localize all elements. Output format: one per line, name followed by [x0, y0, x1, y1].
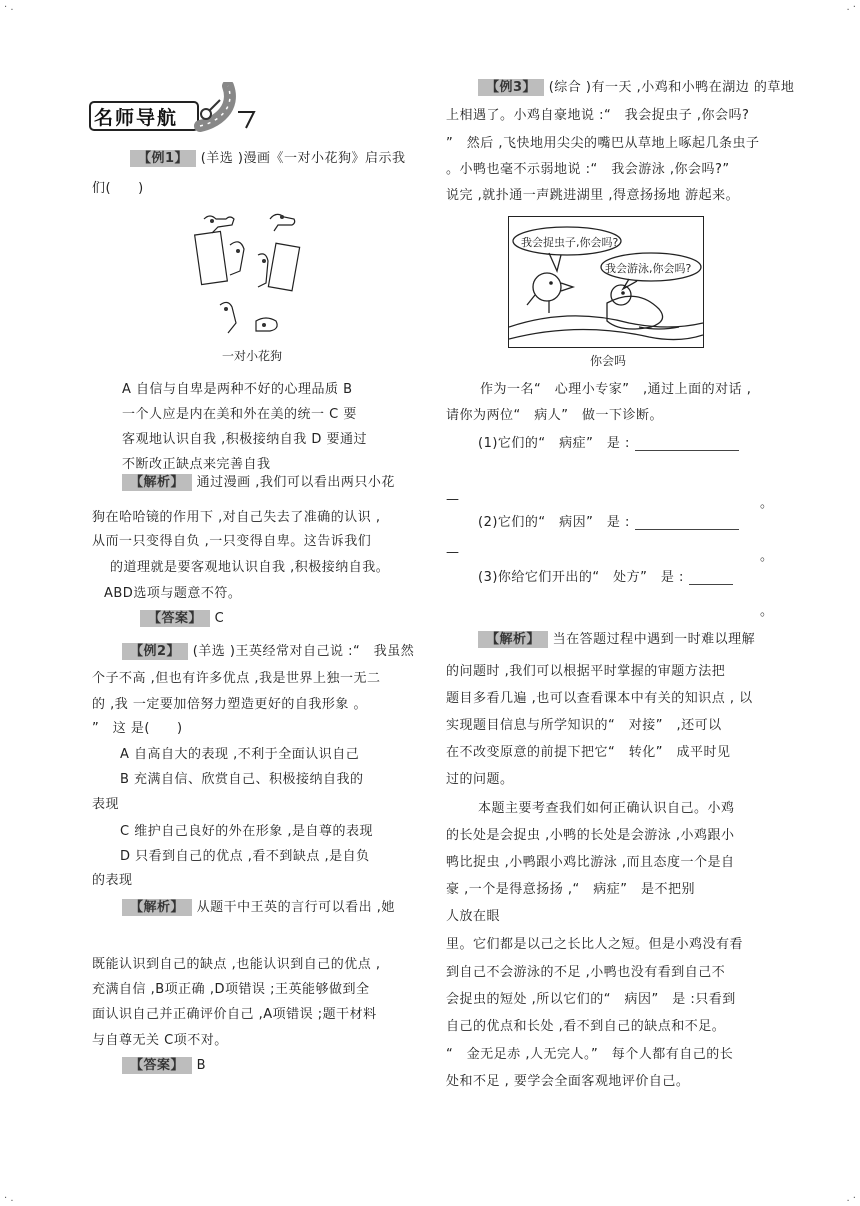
ex1-analysis-tag: 【解析】 — [122, 474, 192, 491]
ex3-b1: 本题主要考查我们如何正确认识自己。小鸡 — [478, 801, 735, 816]
corner-mark-tl: · . — [4, 2, 14, 13]
ex3-ana3: 题目多看几遍 ,也可以查看课本中有关的知识点 , 以 — [446, 691, 753, 706]
ex3-sub2-blank[interactable] — [635, 515, 739, 530]
ex2-option-d2: 的表现 — [92, 873, 133, 888]
ex2-option-a: A 自高自大的表现 ,不利于全面认识自己 — [120, 747, 360, 762]
ex2-ana5: 与自尊无关 C项不对。 — [92, 1033, 228, 1048]
ex3-b9: 自己的优点和长处 ,看不到自己的缺点和不足。 — [446, 1019, 726, 1034]
ex2-option-b2: 表现 — [92, 797, 120, 812]
ex3-tag: 【例3】 — [478, 79, 544, 96]
ex3-q1: (综合 )有一天 ,小鸡和小鸭在湖边 的草地 — [548, 80, 795, 95]
ex1-ana1: 通过漫画 ,我们可以看出两只小花 — [196, 475, 395, 490]
ex3-b10: “ 金无足赤 ,人无完人。” 每个人都有自己的长 — [446, 1047, 734, 1062]
chick-speech-bubble: 我会捉虫子,你会吗? — [521, 236, 619, 249]
ex3-b8: 会捉虫的短处 ,所以它们的“ 病因” 是 :只看到 — [446, 992, 736, 1007]
ex2-ana2: 既能认识到自己的缺点 ,也能认识到自己的优点 , — [92, 957, 381, 972]
ex3-ana4: 实现题目信息与所学知识的“ 对接” ,还可以 — [446, 718, 722, 733]
ex3-q4: 。小鸭也毫不示弱地说 :“ 我会游泳 ,你会吗?” — [446, 162, 730, 177]
ex3-ana5: 在不改变原意的前提下把它“ 转化” 成平时见 — [446, 745, 731, 760]
ex2-ana1: 从题干中王英的言行可以看出 ,她 — [196, 900, 395, 915]
ex2-analysis — [122, 896, 395, 915]
ex2-option-b1: B 充满自信、欣赏自己、积极接纳自我的 — [120, 772, 364, 787]
ex2-analysis-tag: 【解析】 — [122, 899, 192, 916]
ex1-tag: 【例1】 — [130, 150, 196, 167]
ex2-question — [122, 640, 414, 659]
ex3-caption: 你会吗 — [590, 354, 627, 368]
ex2-q2: 个子不高 ,但也有许多优点 ,我是世界上独一无二 — [92, 671, 381, 686]
ex1-answer — [140, 607, 224, 626]
ex1-answer-value: C — [214, 611, 225, 626]
duck-speech-bubble: 我会游泳,你会吗? — [605, 262, 692, 275]
ex3-q3: ” 然后 ,飞快地用尖尖的嘴巴从草地上啄起几条虫子 — [446, 136, 760, 151]
chick-duck-comic — [508, 216, 704, 348]
ex3-sub1-dash: — — [446, 492, 460, 507]
ex3-b5: 人放在眼 — [446, 909, 501, 924]
ex3-b3: 鸭比捉虫 ,小鸭跟小鸡比游泳 ,而且态度一个是自 — [446, 855, 735, 870]
ex3-analysis-tag: 【解析】 — [478, 631, 548, 648]
ex3-ana1: 当在答题过程中遇到一时难以理解 — [552, 632, 756, 647]
ex3-sub3-period: 。 — [760, 604, 774, 619]
ex2-ana3: 充满自信 ,B项正确 ,D项错误 ;王英能够做到全 — [92, 982, 370, 997]
ex3-sub2-dash: — — [446, 545, 460, 560]
ex3-sub1-label: (1)它们的“ 病症” 是 : — [478, 436, 630, 451]
ex2-ana4: 面认识自己并正确评价自己 ,A项错误 ;题干材料 — [92, 1007, 377, 1022]
ex1-question — [130, 147, 405, 166]
ex3-sub2-period: 。 — [760, 549, 774, 564]
corner-mark-br: . · — [846, 1193, 856, 1204]
ex1-ana2: 狗在哈哈镜的作用下 ,对自己失去了准确的认识 , — [92, 510, 381, 525]
ex1-q1: (羊选 )漫画《一对小花狗》启示我 — [200, 151, 406, 166]
ex2-q1: (羊选 )王英经常对自己说 :“ 我虽然 — [192, 644, 415, 659]
ex3-ana2: 的问题时 ,我们可以根据平时掌握的审题方法把 — [446, 664, 726, 679]
ex3-b4: 豪 ,一个是得意扬扬 ,“ 病症” 是不把别 — [446, 882, 695, 897]
ex2-q4: ” 这 是( ) — [92, 721, 183, 736]
ex2-answer-tag: 【答案】 — [122, 1057, 192, 1074]
ex1-ana5: ABD选项与题意不符。 — [104, 586, 242, 601]
ex3-q2: 上相遇了。小鸡自豪地说 :“ 我会捉虫子 ,你会吗? — [446, 108, 750, 123]
ex1-option-d: 不断改正缺点来完善自我 — [122, 457, 271, 472]
ex1-caption: 一对小花狗 — [222, 349, 283, 363]
ex3-ana6: 过的问题。 — [446, 772, 514, 787]
ex1-option-b: 一个人应是内在美和外在美的统一 C 要 — [122, 407, 357, 422]
ex3-sub1-blank[interactable] — [635, 436, 739, 451]
ex2-tag: 【例2】 — [122, 643, 188, 660]
ex3-b11: 处和不足 , 要学会全面客观地评价自己。 — [446, 1074, 690, 1089]
ex3-p2: 请你为两位“ 病人” 做一下诊断。 — [446, 408, 663, 423]
logo-text: 名师导航 — [94, 107, 179, 129]
ex3-question — [478, 76, 794, 95]
ex1-analysis — [122, 471, 395, 490]
ex2-answer-value: B — [196, 1058, 207, 1073]
ex3-b6: 里。它们都是以己之长比人之短。但是小鸡没有看 — [446, 937, 744, 952]
ex2-option-c: C 维护自己良好的外在形象 ,是自尊的表现 — [120, 824, 373, 839]
ex1-ana3: 从而一只变得自负 ,一只变得自卑。这告诉我们 — [92, 534, 372, 549]
ex3-q5: 说完 ,就扑通一声跳进湖里 ,得意扬扬地 游起来。 — [446, 188, 740, 203]
corner-mark-tr: . · — [846, 2, 856, 13]
ex3-analysis — [478, 628, 755, 647]
ex3-sub2-label: (2)它们的“ 病因” 是 : — [478, 515, 630, 530]
ex3-sub3-label: (3)你给它们开出的“ 处方” 是 : — [478, 570, 684, 585]
ex3-sub1 — [478, 432, 739, 451]
header-logo — [88, 82, 258, 134]
ex3-p1: 作为一名“ 心理小专家” ,通过上面的对话 , — [480, 382, 752, 397]
ex2-answer — [122, 1054, 206, 1073]
dogs-illustration-icon — [190, 205, 310, 355]
ex1-option-c: 客观地认识自我 ,积极接纳自我 D 要通过 — [122, 432, 368, 447]
ex1-q2: 们( ) — [92, 181, 144, 196]
ex1-option-a: A 自信与自卑是两种不好的心理品质 B — [122, 382, 353, 397]
ex2-q3: 的 ,我 一定要加倍努力塑造更好的自我形象 。 — [92, 697, 368, 712]
ex1-ana4: 的道理就是要客观地认识自我 ,积极接纳自我。 — [110, 560, 390, 575]
ex2-option-d1: D 只看到自己的优点 ,看不到缺点 ,是自负 — [120, 849, 370, 864]
ex3-sub3 — [478, 566, 733, 585]
dog-comic-figure — [190, 205, 310, 355]
ex3-b7: 到自己不会游泳的不足 ,小鸭也没有看到自己不 — [446, 965, 726, 980]
ex1-answer-tag: 【答案】 — [140, 610, 210, 627]
ex3-sub2 — [478, 511, 739, 530]
ex3-sub3-blank[interactable] — [689, 570, 733, 585]
ex3-b2: 的长处是会捉虫 ,小鸭的长处是会游泳 ,小鸡跟小 — [446, 828, 735, 843]
ex3-sub1-period: 。 — [760, 496, 774, 511]
corner-mark-bl: · . — [4, 1193, 14, 1204]
